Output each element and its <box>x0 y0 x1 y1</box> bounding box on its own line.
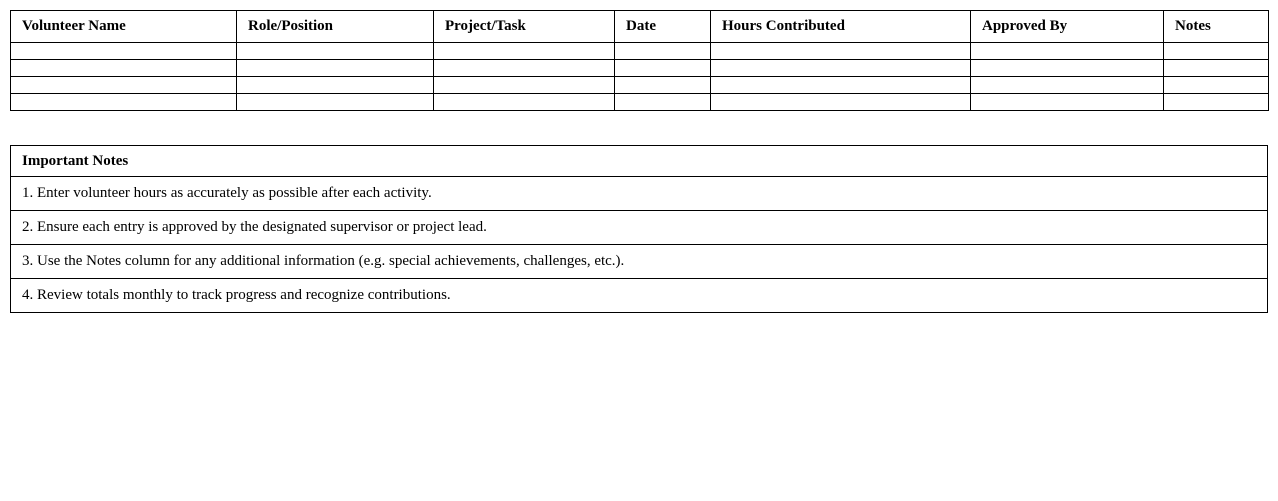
note-item-1: 1. Enter volunteer hours as accurately as possible after each activity. <box>11 177 1268 211</box>
cell-role-position[interactable] <box>237 60 434 77</box>
cell-date[interactable] <box>615 94 711 111</box>
table-row <box>11 60 1269 77</box>
important-notes-table <box>10 145 1268 313</box>
note-item-4: 4. Review totals monthly to track progress and recognize contributions. <box>11 279 1268 313</box>
cell-role-position[interactable] <box>237 94 434 111</box>
column-header-hours-contributed: Hours Contributed <box>711 11 971 43</box>
note-item-3: 3. Use the Notes column for any additional information (e.g. special achievements, challenges, etc.). <box>11 245 1268 279</box>
notes-title-row <box>11 146 1268 177</box>
cell-notes[interactable] <box>1164 77 1269 94</box>
table-row <box>11 94 1269 111</box>
cell-date[interactable] <box>615 43 711 60</box>
note-row <box>11 279 1268 313</box>
cell-project-task[interactable] <box>434 43 615 60</box>
volunteer-hours-table <box>10 10 1269 111</box>
cell-volunteer-name[interactable] <box>11 60 237 77</box>
note-row <box>11 177 1268 211</box>
note-item-2: 2. Ensure each entry is approved by the designated supervisor or project lead. <box>11 211 1268 245</box>
cell-volunteer-name[interactable] <box>11 43 237 60</box>
column-header-approved-by: Approved By <box>971 11 1164 43</box>
column-header-date: Date <box>615 11 711 43</box>
cell-notes[interactable] <box>1164 94 1269 111</box>
cell-approved-by[interactable] <box>971 43 1164 60</box>
cell-date[interactable] <box>615 77 711 94</box>
cell-notes[interactable] <box>1164 60 1269 77</box>
cell-volunteer-name[interactable] <box>11 77 237 94</box>
cell-notes[interactable] <box>1164 43 1269 60</box>
column-header-role-position: Role/Position <box>237 11 434 43</box>
note-row <box>11 245 1268 279</box>
table-row <box>11 77 1269 94</box>
cell-volunteer-name[interactable] <box>11 94 237 111</box>
notes-title: Important Notes <box>11 146 1268 177</box>
cell-role-position[interactable] <box>237 77 434 94</box>
table-row <box>11 43 1269 60</box>
column-header-notes: Notes <box>1164 11 1269 43</box>
cell-approved-by[interactable] <box>971 60 1164 77</box>
column-header-project-task: Project/Task <box>434 11 615 43</box>
cell-project-task[interactable] <box>434 94 615 111</box>
cell-role-position[interactable] <box>237 43 434 60</box>
cell-hours-contributed[interactable] <box>711 94 971 111</box>
note-row <box>11 211 1268 245</box>
cell-project-task[interactable] <box>434 60 615 77</box>
cell-approved-by[interactable] <box>971 77 1164 94</box>
header-row <box>11 11 1269 43</box>
cell-date[interactable] <box>615 60 711 77</box>
cell-approved-by[interactable] <box>971 94 1164 111</box>
cell-hours-contributed[interactable] <box>711 43 971 60</box>
cell-hours-contributed[interactable] <box>711 60 971 77</box>
cell-hours-contributed[interactable] <box>711 77 971 94</box>
column-header-volunteer-name: Volunteer Name <box>11 11 237 43</box>
cell-project-task[interactable] <box>434 77 615 94</box>
